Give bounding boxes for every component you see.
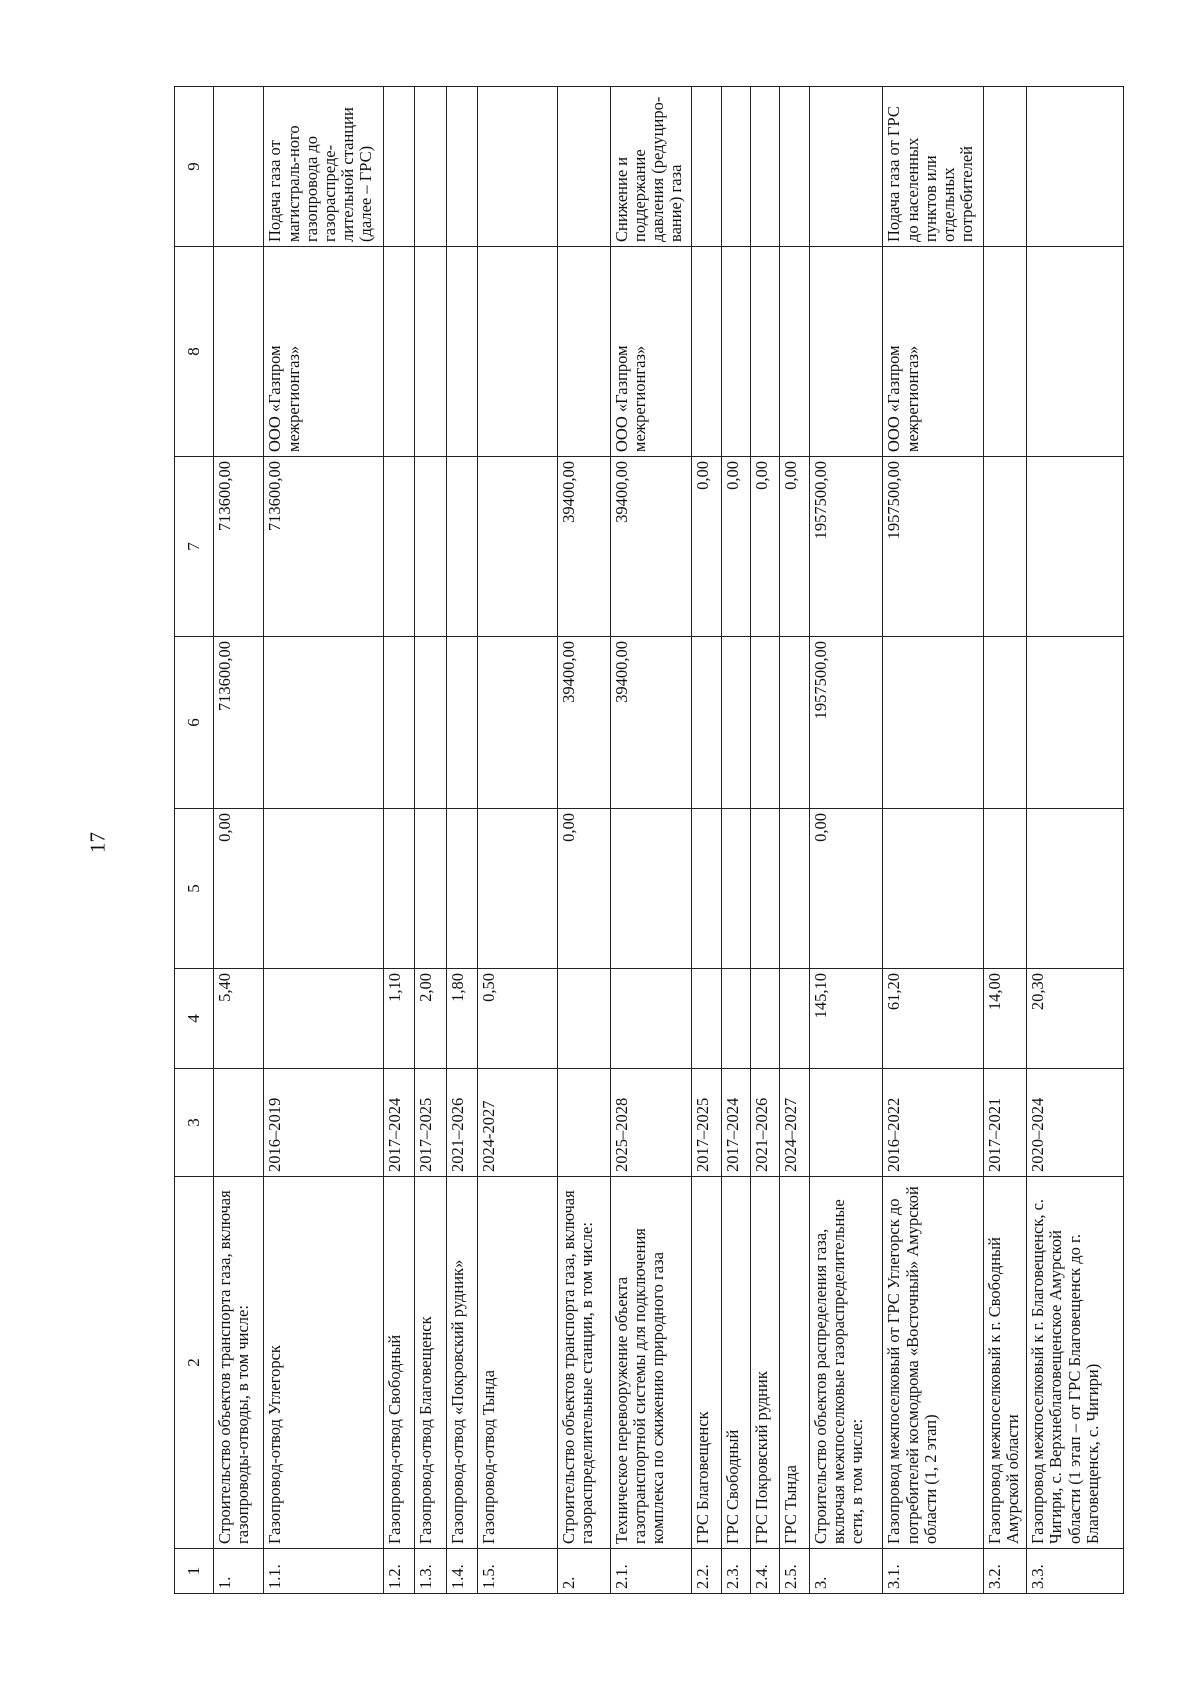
purpose-cell [415,87,447,247]
row-number-cell: 1.4. [446,1549,478,1594]
value-col7-cell: 0,00 [780,457,809,637]
header-cell: 9 [175,87,214,247]
value-col7-cell: 0,00 [692,457,721,637]
organization-cell [809,247,883,457]
header-cell: 8 [175,247,214,457]
table-row [780,87,809,1594]
length-cell: 145,10 [809,969,883,1069]
value-col7-cell: 713600,00 [214,457,264,637]
page-number: 17 [85,832,110,853]
value-col6-cell [446,637,478,809]
table-row [446,87,478,1594]
period-cell: 2020–2024 [1027,1069,1124,1177]
period-cell: 2017–2025 [692,1069,721,1177]
value-col5-cell [780,809,809,969]
length-cell [558,969,611,1069]
purpose-cell: Подача газа от магистраль-ного газопровода до газораспреде-лительной станции (далее – ГРС) [264,87,384,247]
purpose-cell [1027,87,1124,247]
table-row [478,87,558,1594]
purpose-cell [478,87,558,247]
value-col7-cell: 0,00 [751,457,780,637]
organization-cell [446,247,478,457]
value-col6-cell [478,637,558,809]
value-col5-cell [883,809,984,969]
purpose-cell [780,87,809,247]
row-number-cell: 2. [558,1549,611,1594]
period-cell: 2017–2021 [983,1069,1026,1177]
value-col7-cell [415,457,447,637]
table-row [610,87,691,1594]
value-col6-cell [415,637,447,809]
header-cell: 4 [175,969,214,1069]
value-col6-cell [692,637,721,809]
header-cell: 6 [175,637,214,809]
value-col6-cell [983,637,1026,809]
object-name-cell: Строительство объектов распределения газа, включая межпоселковые газораспределительные сети, в том числе: [809,1177,883,1549]
table-row [383,87,415,1594]
row-number-cell: 3.1. [883,1549,984,1594]
value-col5-cell [751,809,780,969]
value-col7-cell: 0,00 [721,457,750,637]
object-name-cell: ГРС Тында [780,1177,809,1549]
value-col7-cell [478,457,558,637]
value-col7-cell [1027,457,1124,637]
value-col5-cell [383,809,415,969]
row-number-cell: 1.1. [264,1549,384,1594]
organization-cell [692,247,721,457]
value-col6-cell [780,637,809,809]
object-name-cell: Газопровод межпоселковый к г. Свободный Амурской области [983,1177,1026,1549]
table-row [692,87,721,1594]
value-col6-cell: 39400,00 [558,637,611,809]
period-cell: 2017–2024 [721,1069,750,1177]
row-number-cell: 1. [214,1549,264,1594]
value-col5-cell [610,809,691,969]
period-cell: 2021–2026 [446,1069,478,1177]
length-cell [692,969,721,1069]
investment-table [174,86,1124,1594]
value-col7-cell: 713600,00 [264,457,384,637]
value-col7-cell: 39400,00 [558,457,611,637]
period-cell: 2025–2028 [610,1069,691,1177]
object-name-cell: Газопровод-отвод «Покровский рудник» [446,1177,478,1549]
row-number-cell: 3. [809,1549,883,1594]
row-number-cell: 2.3. [721,1549,750,1594]
length-cell [751,969,780,1069]
object-name-cell: Газопровод-отвод Благовещенск [415,1177,447,1549]
header-cell: 2 [175,1177,214,1549]
purpose-cell [809,87,883,247]
header-cell: 5 [175,809,214,969]
organization-cell [983,247,1026,457]
rotated-table-container [174,87,1124,1594]
length-cell: 2,00 [415,969,447,1069]
object-name-cell: Газопровод межпоселковый от ГРС Углегорск до потребителей космодрома «Восточный» Амурской области (1, 2 этап) [883,1177,984,1549]
row-number-cell: 3.3. [1027,1549,1124,1594]
length-cell [610,969,691,1069]
object-name-cell: Газопровод-отвод Углегорск [264,1177,384,1549]
row-number-cell: 2.5. [780,1549,809,1594]
value-col7-cell: 1957500,00 [883,457,984,637]
period-cell: 2024–2027 [780,1069,809,1177]
value-col5-cell: 0,00 [558,809,611,969]
header-cell: 1 [175,1549,214,1594]
period-cell: 2024-2027 [478,1069,558,1177]
row-number-cell: 1.3. [415,1549,447,1594]
purpose-cell [446,87,478,247]
length-cell [264,969,384,1069]
object-name-cell: Строительство объектов транспорта газа, включая газопроводы-отводы, в том числе: [214,1177,264,1549]
organization-cell: ООО «Газпром межрегионгаз» [264,247,384,457]
value-col5-cell [983,809,1026,969]
table-row [415,87,447,1594]
value-col5-cell [692,809,721,969]
purpose-cell [214,87,264,247]
value-col7-cell [983,457,1026,637]
value-col6-cell [751,637,780,809]
organization-cell: ООО «Газпром межрегионгаз» [883,247,984,457]
period-cell: 2017–2024 [383,1069,415,1177]
value-col6-cell [264,637,384,809]
purpose-cell [721,87,750,247]
length-cell: 61,20 [883,969,984,1069]
length-cell: 1,10 [383,969,415,1069]
value-col6-cell [883,637,984,809]
value-col7-cell [383,457,415,637]
object-name-cell: Газопровод-отвод Тында [478,1177,558,1549]
table-row [264,87,384,1594]
purpose-cell [692,87,721,247]
period-cell: 2016–2022 [883,1069,984,1177]
object-name-cell: Строительство объектов транспорта газа, включая газораспределительные станции, в том числе: [558,1177,611,1549]
rotated-table-frame [174,87,1124,1594]
value-col7-cell: 39400,00 [610,457,691,637]
table-row [558,87,611,1594]
value-col5-cell [478,809,558,969]
value-col5-cell [721,809,750,969]
object-name-cell: Газопровод межпоселковый к г. Благовещенск, с. Чигири, с. Верхнеблаговещенское Амурской области (1 этап – от ГРС Благовещенск до г. Благовещенск, с. Чигири) [1027,1177,1124,1549]
table-row [721,87,750,1594]
table-row [883,87,984,1594]
value-col5-cell [446,809,478,969]
row-number-cell: 3.2. [983,1549,1026,1594]
header-row [175,87,214,1594]
length-cell: 14,00 [983,969,1026,1069]
organization-cell [415,247,447,457]
object-name-cell: ГРС Свободный [721,1177,750,1549]
period-cell [558,1069,611,1177]
purpose-cell [751,87,780,247]
organization-cell [214,247,264,457]
row-number-cell: 1.2. [383,1549,415,1594]
value-col5-cell: 0,00 [214,809,264,969]
header-cell: 3 [175,1069,214,1177]
organization-cell [383,247,415,457]
value-col5-cell [415,809,447,969]
organization-cell [1027,247,1124,457]
purpose-cell: Снижение и поддержание давления (редуциро-вание) газа [610,87,691,247]
length-cell: 20,30 [1027,969,1124,1069]
length-cell: 5,40 [214,969,264,1069]
value-col7-cell [446,457,478,637]
row-number-cell: 2.1. [610,1549,691,1594]
row-number-cell: 1.5. [478,1549,558,1594]
value-col6-cell: 1957500,00 [809,637,883,809]
row-number-cell: 2.2. [692,1549,721,1594]
value-col5-cell [1027,809,1124,969]
organization-cell [478,247,558,457]
purpose-cell [983,87,1026,247]
value-col7-cell: 1957500,00 [809,457,883,637]
organization-cell [751,247,780,457]
object-name-cell: ГРС Благовещенск [692,1177,721,1549]
length-cell: 1,80 [446,969,478,1069]
period-cell: 2021–2026 [751,1069,780,1177]
period-cell: 2017–2025 [415,1069,447,1177]
header-cell: 7 [175,457,214,637]
organization-cell: ООО «Газпром межрегионгаз» [610,247,691,457]
table-row [751,87,780,1594]
length-cell: 0,50 [478,969,558,1069]
organization-cell [721,247,750,457]
table-row [1027,87,1124,1594]
purpose-cell: Подача газа от ГРС до населенных пунктов или отдельных потребителей [883,87,984,247]
length-cell [780,969,809,1069]
value-col5-cell: 0,00 [809,809,883,969]
value-col5-cell [264,809,384,969]
value-col6-cell [1027,637,1124,809]
table-body [214,87,1124,1594]
organization-cell [780,247,809,457]
object-name-cell: ГРС Покровский рудник [751,1177,780,1549]
value-col6-cell [383,637,415,809]
table-row [983,87,1026,1594]
table-row [214,87,264,1594]
period-cell: 2016–2019 [264,1069,384,1177]
value-col6-cell [721,637,750,809]
object-name-cell: Газопровод-отвод Свободный [383,1177,415,1549]
row-number-cell: 2.4. [751,1549,780,1594]
period-cell [809,1069,883,1177]
value-col6-cell: 39400,00 [610,637,691,809]
value-col6-cell: 713600,00 [214,637,264,809]
object-name-cell: Техническое перевооружение объекта газотранспортной системы для подключения комплекса по сжижению природного газа [610,1177,691,1549]
period-cell [214,1069,264,1177]
length-cell [721,969,750,1069]
purpose-cell [383,87,415,247]
table-row [809,87,883,1594]
organization-cell [558,247,611,457]
purpose-cell [558,87,611,247]
